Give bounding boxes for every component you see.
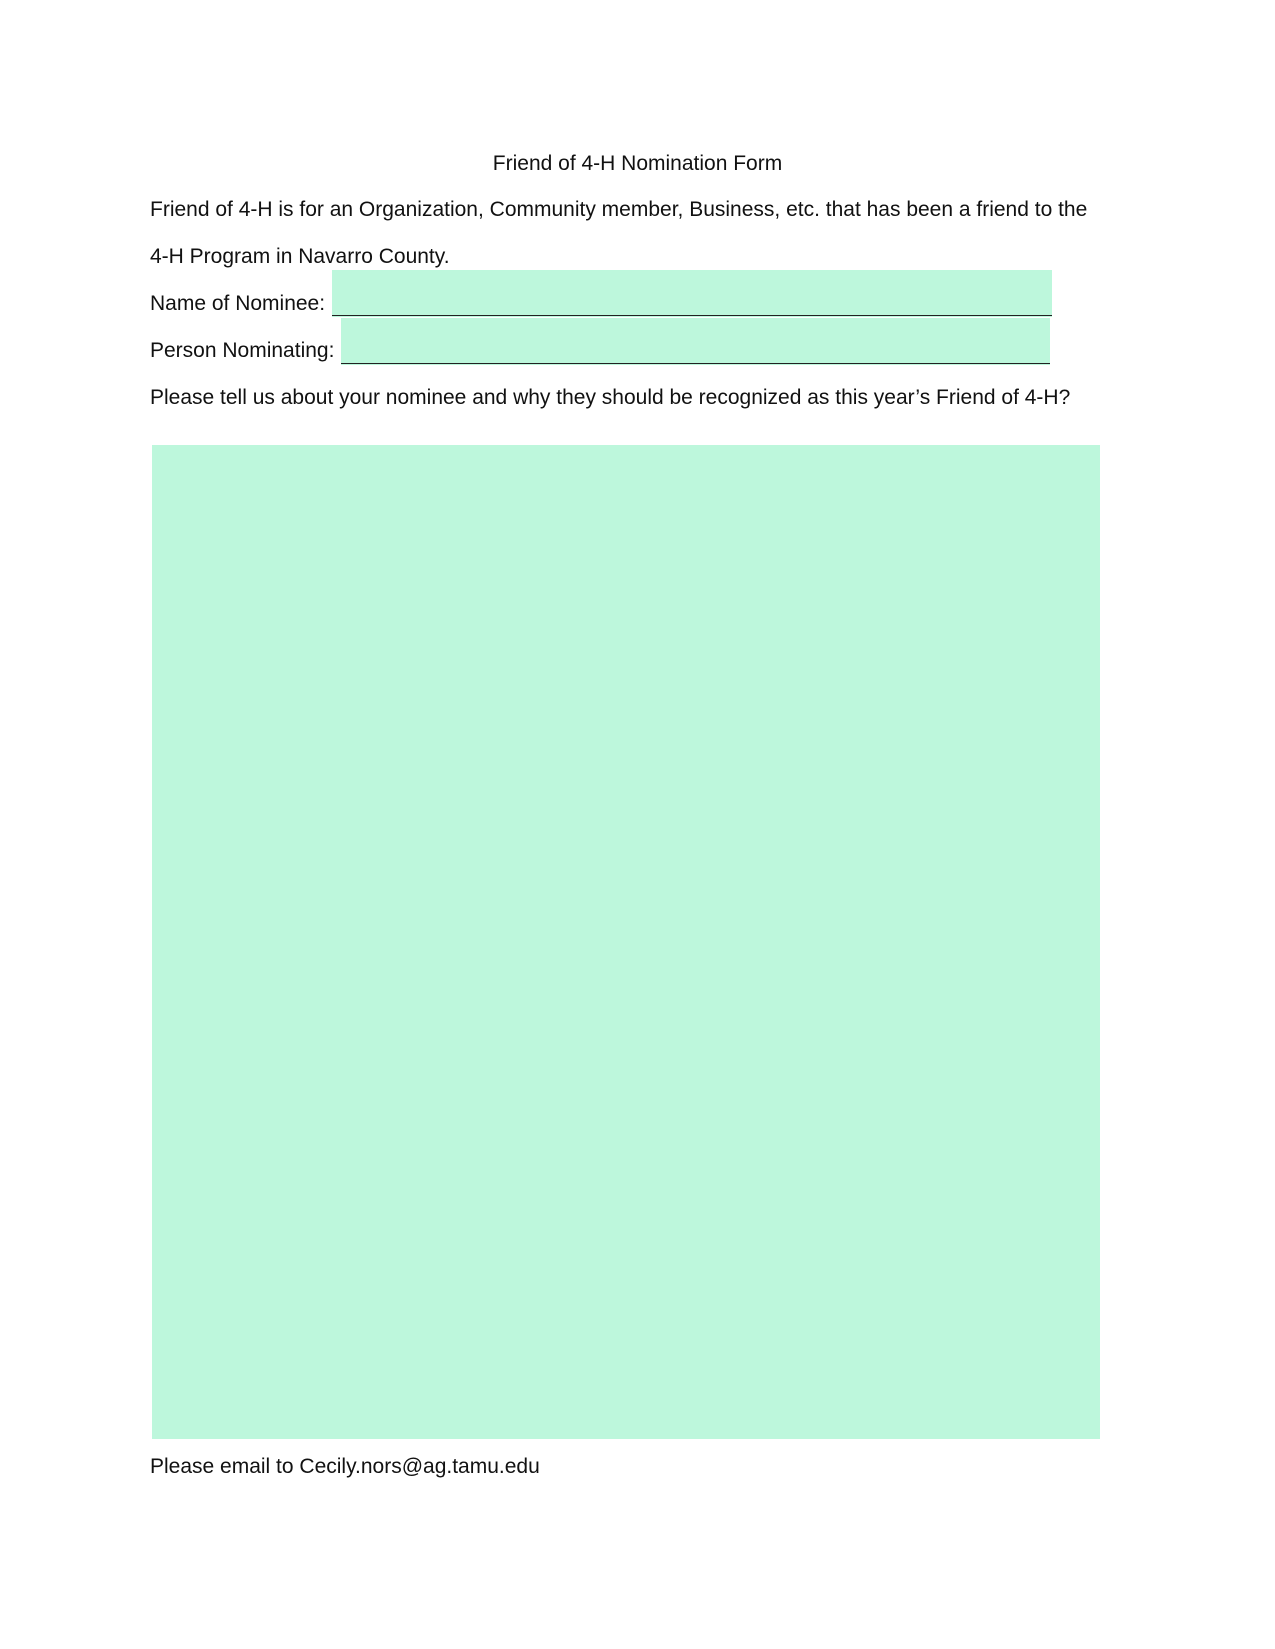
intro-line-1: Friend of 4-H is for an Organization, Community member, Business, etc. that has been a friend to the [150, 198, 1088, 221]
nominating-label: Person Nominating: [150, 339, 335, 362]
person-nominating-field[interactable] [341, 318, 1050, 365]
nominee-question: Please tell us about your nominee and why they should be recognized as this year’s Friend of 4-H? [150, 386, 1071, 409]
nominating-underline [341, 363, 1050, 364]
nominee-name-field[interactable] [332, 270, 1052, 317]
nominee-underline [332, 315, 1052, 316]
nominee-label: Name of Nominee: [150, 292, 326, 315]
form-title: Friend of 4-H Nomination Form [492, 152, 783, 175]
nominee-description-field[interactable] [152, 445, 1100, 1439]
email-instruction: Please email to Cecily.nors@ag.tamu.edu [150, 1455, 540, 1478]
intro-line-2: 4-H Program in Navarro County. [150, 245, 450, 268]
